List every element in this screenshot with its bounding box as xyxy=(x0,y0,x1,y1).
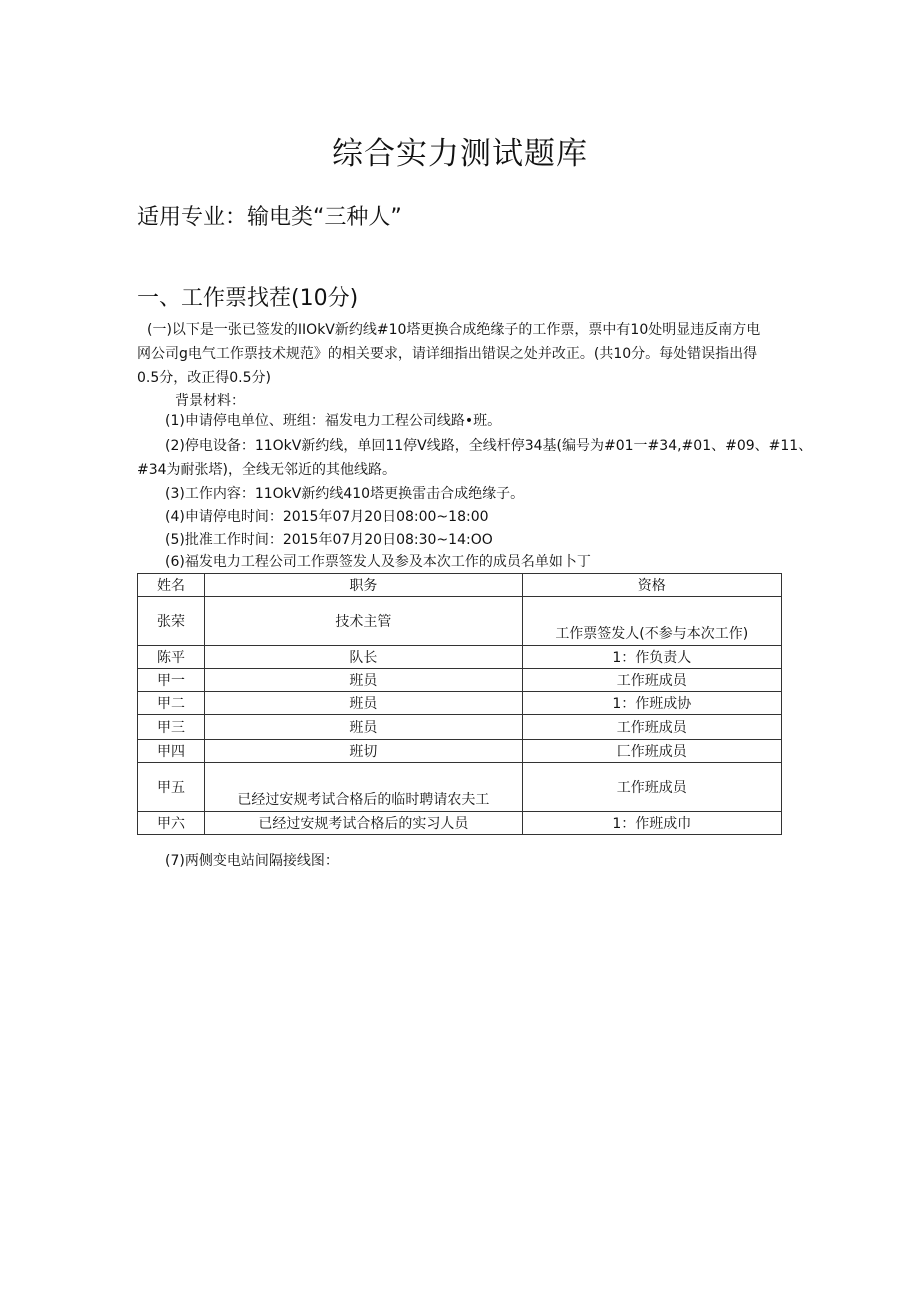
cell-name: 张荣 xyxy=(138,597,205,646)
header-duty: 职务 xyxy=(205,574,522,597)
background-item: (4)申请停电时间：2015年07月20日08:00~18:00 xyxy=(165,509,489,525)
intro-paragraph xyxy=(137,318,827,390)
table-row xyxy=(138,692,782,715)
background-item: (1)申请停电单位、班组：福发电力工程公司线路•班。 xyxy=(165,413,502,429)
cell-qualification: 工作票签发人(不参与本次工作) xyxy=(522,597,781,646)
table-row xyxy=(138,763,782,812)
cell-name: 甲一 xyxy=(138,669,205,692)
cell-name: 甲四 xyxy=(138,740,205,763)
cell-duty: 已经过安规考试合格后的实习人员 xyxy=(205,812,522,835)
table-row xyxy=(138,715,782,740)
background-item: (3)工作内容：11OkV新约线410塔更换雷击合成绝缘子。 xyxy=(165,486,525,502)
cell-qualification: 1：作负责人 xyxy=(522,646,781,669)
member-table xyxy=(137,573,782,835)
header-qualification: 资格 xyxy=(522,574,781,597)
background-label: 背景材料： xyxy=(175,393,245,409)
section-heading: 一、工作票找茬(10分) xyxy=(137,286,359,311)
cell-name: 甲二 xyxy=(138,692,205,715)
background-item: (2)停电设备：11OkV新约线，单回11停V线路，全线杆停34基(编号为#01一#34,#01、#09、#11、 xyxy=(165,438,813,454)
intro-line: 网公司g电气工作票技术规范》的相关要求，请详细指出错误之处并改正。(共10分。每处错误指出得 xyxy=(137,346,758,362)
cell-qualification: 1：作班成巾 xyxy=(522,812,781,835)
applicable-major: 适用专业：输电类“三种人” xyxy=(137,205,402,230)
background-item: #34为耐张塔)，全线无邻近的其他线路。 xyxy=(137,462,397,478)
cell-duty: 班员 xyxy=(205,692,522,715)
table-row xyxy=(138,812,782,835)
table-row xyxy=(138,669,782,692)
background-item: (5)批准工作时间：2015年07月20日08:30~14:OO xyxy=(165,532,493,548)
cell-duty: 班切 xyxy=(205,740,522,763)
cell-qualification: 匚作班成员 xyxy=(522,740,781,763)
table-row xyxy=(138,740,782,763)
table-row xyxy=(138,646,782,669)
cell-name: 甲六 xyxy=(138,812,205,835)
cell-duty: 班员 xyxy=(205,669,522,692)
cell-duty: 队长 xyxy=(205,646,522,669)
cell-qualification: 1：作班成协 xyxy=(522,692,781,715)
intro-line: (一)以下是一张已签发的IIOkV新约线#10塔更换合成绝缘子的工作票，票中有10处明显违反南方电 xyxy=(147,322,761,338)
cell-duty: 技术主管 xyxy=(205,597,522,646)
cell-duty: 班员 xyxy=(205,715,522,740)
cell-name: 陈平 xyxy=(138,646,205,669)
cell-name: 甲三 xyxy=(138,715,205,740)
cell-qualification: 工作班成员 xyxy=(522,763,781,812)
table-row xyxy=(138,597,782,646)
cell-qualification: 工作班成员 xyxy=(522,715,781,740)
cell-qualification: 工作班成员 xyxy=(522,669,781,692)
table-header-row xyxy=(138,574,782,597)
intro-line: 0.5分，改正得0.5分) xyxy=(137,370,271,386)
background-item: (6)福发电力工程公司工作票签发人及参及本次工作的成员名单如卜丁 xyxy=(165,554,591,570)
cell-name: 甲五 xyxy=(138,763,205,812)
document-title: 综合实力测试题库 xyxy=(332,136,588,172)
wiring-diagram-label: (7)两侧变电站间隔接线图： xyxy=(165,853,339,869)
cell-duty: 已经过安规考试合格后的临时聘请农夫工 xyxy=(205,763,522,812)
header-name: 姓名 xyxy=(138,574,205,597)
